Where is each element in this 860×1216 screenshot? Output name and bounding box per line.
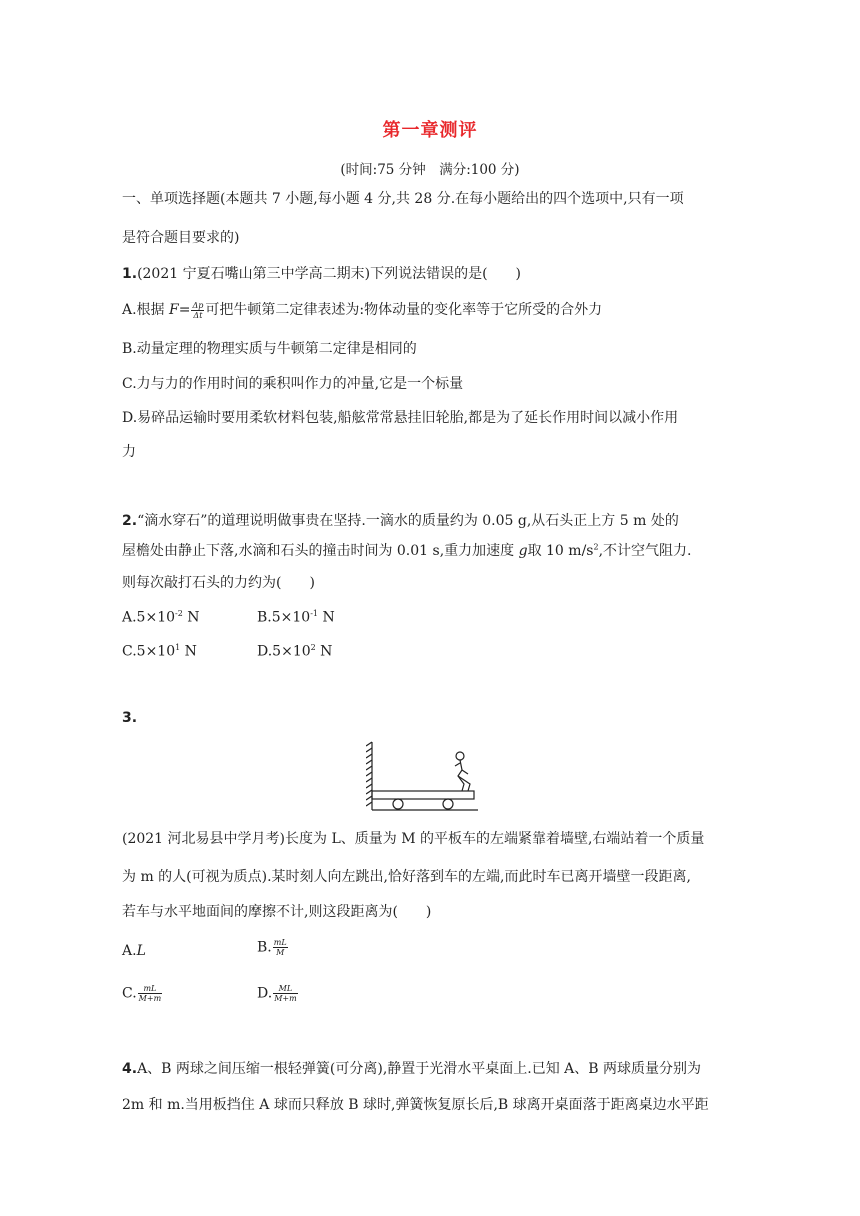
option-text: A.根据: [122, 302, 170, 318]
fraction: [191, 301, 204, 320]
unit: N: [180, 643, 197, 660]
question-3-option-c: [122, 984, 163, 1003]
fraction-denominator: M+m: [274, 994, 297, 1003]
unit: N: [315, 643, 333, 660]
question-3-line1: (2021 河北易县中学月考)长度为 L、质量为 M 的平板车的左端紧靠着墙壁,右端站着一个质量: [122, 831, 705, 847]
fraction-numerator: Δp: [192, 300, 204, 310]
question-number: 2.: [122, 513, 138, 529]
question-1-option-b: B.动量定理的物理实质与牛顿第二定律是相同的: [122, 341, 417, 357]
question-text: A、B 两球之间压缩一根轻弹簧(可分离),静置于光滑水平桌面上.已知 A、B 两球质量分别为: [137, 1061, 702, 1077]
question-2-line2: [122, 540, 691, 560]
fraction: [273, 984, 297, 1003]
exponent: -2: [175, 609, 183, 618]
question-text: 取 10 m/s: [527, 543, 594, 559]
section-instructions-line1: 一、单项选择题(本题共 7 小题,每小题 4 分,共 28 分.在每小题给出的四个选项中,只有一项: [122, 191, 684, 207]
question-2-option-a: [122, 609, 200, 626]
question-1-option-d-line1: D.易碎品运输时要用柔软材料包装,船舷常常悬挂旧轮胎,都是为了延长作用时间以减小作用: [122, 410, 679, 426]
section-instructions-line2: 是符合题目要求的): [122, 230, 240, 246]
question-3-line3: 若车与水平地面间的摩擦不计,则这段距离为( ): [122, 904, 432, 920]
question-1-stem: [122, 263, 521, 283]
question-2-line3: 则每次敲打石头的力约为( ): [122, 575, 315, 591]
fraction: [138, 984, 162, 1003]
wheel-left: [393, 799, 403, 809]
unit: N: [318, 609, 335, 626]
wheel-right: [443, 799, 453, 809]
question-2-line1: [122, 510, 679, 530]
question-3-option-b: [257, 938, 289, 957]
exponent: 1: [175, 643, 181, 652]
cart-wall-figure: [366, 740, 478, 812]
exponent: 2: [310, 643, 316, 652]
page-title: 第一章测评: [382, 120, 478, 141]
question-text: (2021 宁夏石嘴山第三中学高二期末)下列说法错误的是( ): [137, 266, 521, 282]
question-1-option-c: C.力与力的作用时间的乘积叫作力的冲量,它是一个标量: [122, 376, 464, 392]
question-1-option-d-line2: 力: [122, 444, 136, 460]
option-label: C.: [122, 985, 137, 1002]
question-3-line2: 为 m 的人(可视为质点).某时刻人向左跳出,恰好落到车的左端,而此时车已离开墙壁一段距离,: [122, 869, 691, 885]
fraction-denominator: Δt: [193, 310, 203, 320]
exam-info: (时间:75 分钟 满分:100 分): [340, 162, 520, 178]
fraction-numerator: mL: [273, 938, 287, 947]
question-number: 4.: [122, 1061, 138, 1077]
option-label: B.: [257, 939, 272, 956]
variable-g: g: [518, 543, 528, 559]
option-text: B.5×10: [257, 609, 311, 626]
fraction-denominator: M+m: [138, 994, 162, 1003]
option-label: A.: [122, 943, 137, 959]
person-head: [456, 752, 464, 760]
unit: N: [182, 609, 200, 626]
question-text: 屋檐处由静止下落,水滴和石头的撞击时间为 0.01 s,重力加速度: [122, 543, 519, 559]
question-1-option-a: [122, 299, 602, 320]
fraction-numerator: mL: [138, 984, 162, 994]
question-2-option-c: [122, 643, 197, 660]
question-2-option-d: [257, 643, 332, 660]
option-text: A.5×10: [122, 609, 176, 626]
question-4-line2: 2m 和 m.当用板挡住 A 球而只释放 B 球时,弹簧恢复原长后,B 球离开桌面落于距离桌边水平距: [122, 1097, 709, 1113]
fraction-numerator: ML: [273, 984, 297, 994]
option-text: D.5×10: [257, 643, 311, 660]
fraction-denominator: M: [276, 948, 285, 957]
question-number: 1.: [122, 266, 138, 282]
question-2-option-b: [257, 609, 335, 626]
exponent: -1: [310, 609, 318, 618]
option-value: L: [136, 943, 146, 959]
question-text: “滴水穿石”的道理说明做事贵在坚持.一滴水的质量约为 0.05 g,从石头正上方 5 m 处的: [137, 513, 679, 529]
question-3-option-a: [122, 943, 146, 959]
exponent: 2: [593, 542, 599, 552]
question-text: ,不计空气阻力.: [598, 543, 692, 559]
question-3-option-d: [257, 984, 299, 1003]
option-label: D.: [257, 985, 273, 1002]
question-4-line1: [122, 1058, 701, 1078]
question-3-number: 3.: [122, 710, 138, 726]
option-text: 可把牛顿第二定律表述为:物体动量的变化率等于它所受的合外力: [205, 302, 603, 318]
fraction: [273, 938, 288, 957]
cart-board: [372, 791, 474, 799]
option-text: C.5×10: [122, 643, 176, 660]
formula-text: F=: [169, 302, 191, 318]
person-body: [458, 760, 464, 791]
